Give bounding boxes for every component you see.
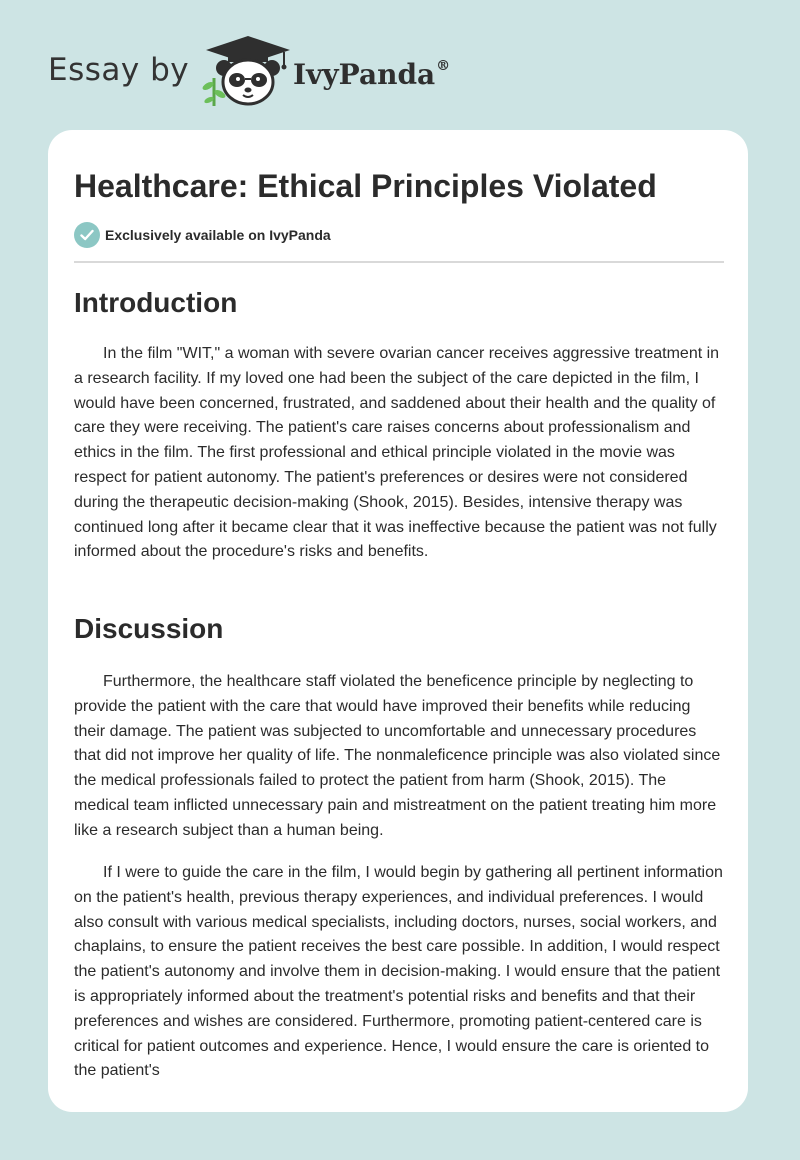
panda-graduate-icon [200,34,296,108]
brand-name-text: IvyPanda [293,58,436,91]
paragraph: Furthermore, the healthcare staff violated the beneficence principle by neglecting to provide the patient with the care that would have improved their benefits while reducing their damage. The patient was subjected to uncomfortable and unnecessary procedures that did not improve her quality of life. The nonmaleficence principle was also violated since the medical professionals failed to protect the patient from harm (Shook, 2015). The medical team inflicted unnecessary pain and mistreatment on the patient treating him more like a research subject than a human being. [74,673,721,839]
section-heading-introduction: Introduction [74,287,238,318]
exclusive-badge [74,222,331,248]
paragraph: If I were to guide the care in the film, I would begin by gathering all pertinent information on the patient's health, previous therapy experiences, and individual preferences. I would also consult with various medical specialists, including doctors, nurses, social workers, and chaplains, to ensure the patient receives the best care possible. In addition, I would respect the patient's autonomy and involve them in decision-making. I would ensure that the patient is appropriately informed about the treatment's potential risks and benefits and that their preferences and wishes are considered. Furthermore, promoting patient-centered care is critical for patient outcomes and experience. Hence, I would ensure the care is oriented to the patient's [74,864,723,1080]
check-circle-icon [74,222,100,248]
page-title: Healthcare: Ethical Principles Violated [74,168,657,204]
exclusive-label: Exclusively available on IvyPanda [105,227,331,243]
article-card [48,130,748,1112]
divider [74,261,724,263]
ivypanda-logo[interactable] [200,34,296,108]
registered-mark: ® [436,57,451,74]
essay-by-label: Essay by [48,52,190,88]
brand-name[interactable] [293,58,450,91]
site-header [0,0,800,130]
paragraph: In the film "WIT," a woman with severe ovarian cancer receives aggressive treatment in a research facility. If my loved one had been the subject of the care depicted in the film, I would have been concerned, frustrated, and saddened about their health and the quality of care they were receiving. The patient's care raises concerns about professionalism and ethics in the film. The first professional and ethical principle violated in the movie was respect for patient autonomy. The patient's preferences or desires were not considered during the therapeutic decision-making (Shook, 2015). Besides, intensive therapy was continued long after it became clear that it was ineffective because the patient was not fully informed about the procedure's risks and benefits. [74,345,720,561]
section-heading-discussion: Discussion [74,613,224,644]
